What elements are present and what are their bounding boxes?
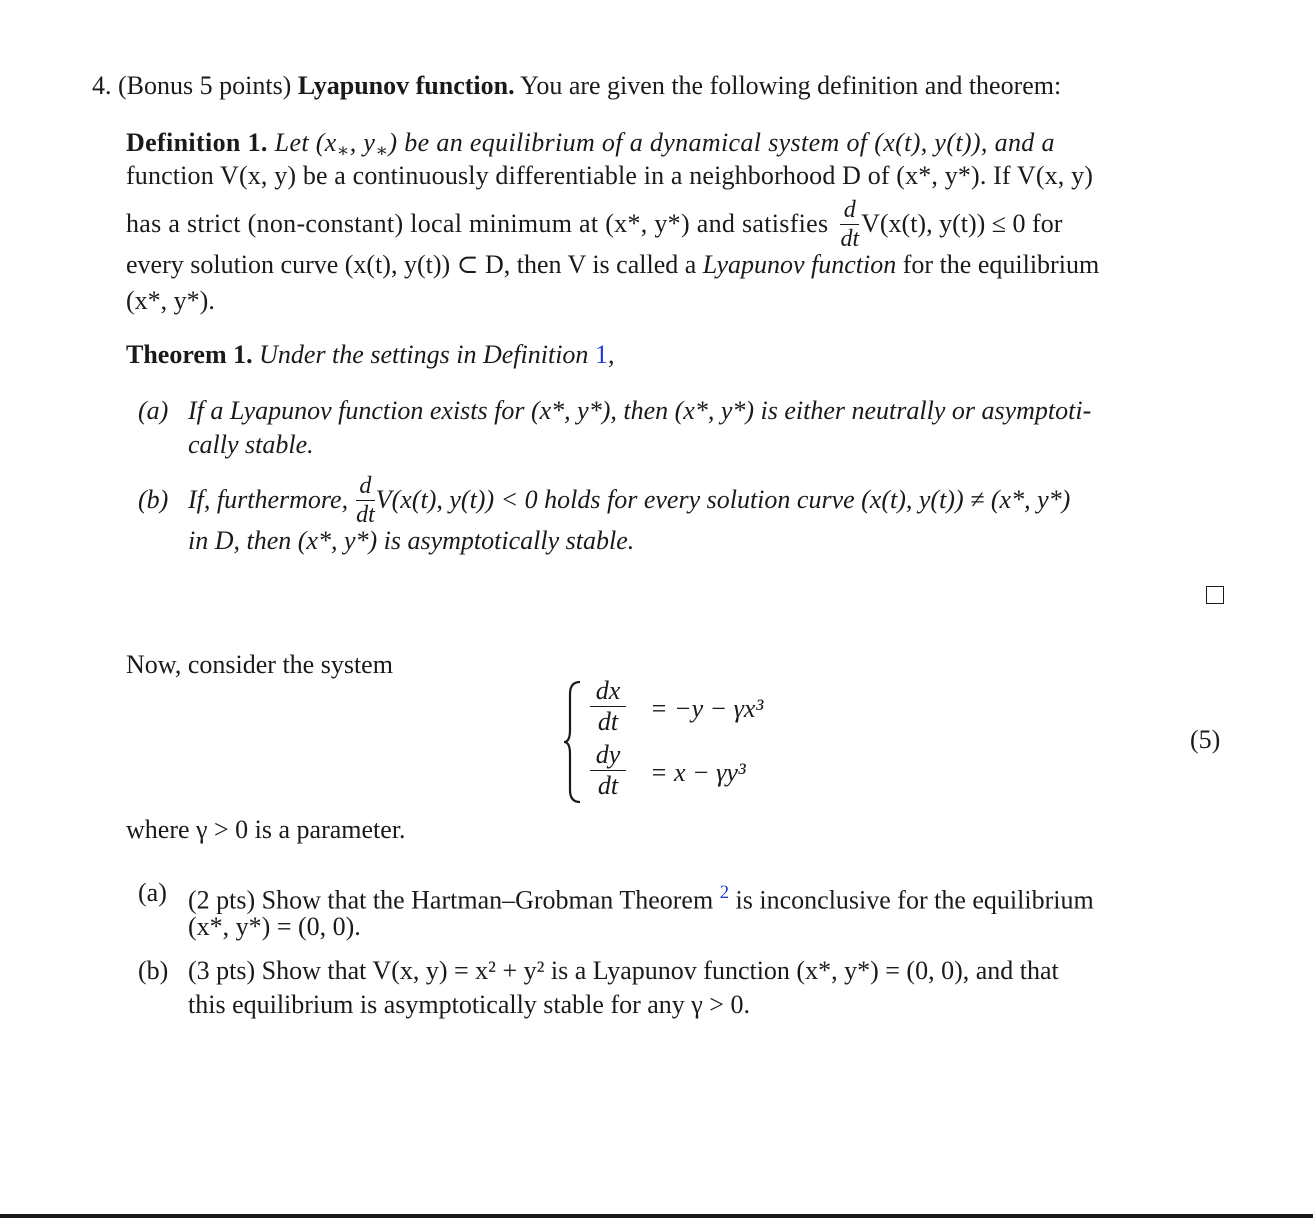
problem-bonus: (Bonus 5 points) xyxy=(118,71,292,100)
lyapunov-term: Lyapunov function xyxy=(702,250,897,279)
system-intro: Now, consider the system xyxy=(126,650,393,679)
equation-row-1: $\frac{dx}{dt}$ = −y − γx³ xyxy=(588,678,628,735)
system-parameter: where γ > 0 is a parameter. xyxy=(126,815,406,844)
part-a-label: (a) xyxy=(138,878,167,907)
definition-line-4: every solution curve (x(t), y(t)) ⊂ D, then V is called a Lyapunov function for the equilibrium xyxy=(126,250,1100,279)
part-a-line1: (2 pts) Show that the Hartman–Grobman Theorem $^2$ is inconclusive for the equilibrium xyxy=(188,882,1094,915)
bottom-rule xyxy=(0,1214,1313,1218)
problem-number: 4. xyxy=(92,71,112,100)
definition-line-3: has a strict (non-constant) local minimum at (x*, y*) and satisfies $\frac{d}{dt}$ V(x(t), y(t)) ≤ 0 for xyxy=(126,196,1063,252)
theorem-b-line1: If, furthermore, $\frac{d}{dt}$ V(x(t), y(t)) < 0 holds for every solution curve (x(t), y(t)) ≠ (x*, y*) xyxy=(188,472,1071,528)
derivative-operator: $\frac{d}{dt}$ xyxy=(840,196,860,252)
qed-square-icon xyxy=(1206,586,1224,604)
equation-row-2: $\frac{dy}{dt}$ = x − γy³ xyxy=(588,742,628,799)
problem-title: Lyapunov function. xyxy=(297,71,515,100)
definition-line-5: (x*, y*). xyxy=(126,286,215,315)
theorem-a-line1: If a Lyapunov function exists for (x*, y*), then (x*, y*) is either neutrally or asymptoti- xyxy=(188,396,1092,425)
part-b-line2: this equilibrium is asymptotically stable for any γ > 0. xyxy=(188,990,750,1019)
definition-line-2: function V(x, y) be a continuously differentiable in a neighborhood D of (x*, y*). If V(x, y) xyxy=(126,161,1094,190)
theorem-heading: Theorem 1. Under the settings in Definition 1, xyxy=(126,340,615,369)
theorem-label: Theorem 1. xyxy=(126,340,253,369)
equation-number: (5) xyxy=(1190,725,1221,754)
problem-header xyxy=(92,69,1061,103)
theorem-b-label: (b) xyxy=(138,485,169,514)
footnote-ref-link[interactable]: 2 xyxy=(719,882,730,903)
theorem-a-label: (a) xyxy=(138,396,169,425)
definition-line-1: Definition 1. Let ($x_∗$, $y_∗$) be an equilibrium of a dynamical system of (x(t), y(t)), and a xyxy=(126,128,1055,162)
theorem-a-line2: cally stable. xyxy=(188,430,314,459)
left-brace-icon xyxy=(562,680,584,804)
definition-label: Definition 1. xyxy=(126,128,268,157)
definition-ref-link[interactable]: 1 xyxy=(594,340,608,369)
part-b-line1: (3 pts) Show that V(x, y) = x² + y² is a Lyapunov function (x*, y*) = (0, 0), and that xyxy=(188,956,1059,985)
problem-intro: You are given the following definition and theorem: xyxy=(520,71,1062,100)
theorem-b-line2: in D, then (x*, y*) is asymptotically stable. xyxy=(188,526,635,555)
part-b-label: (b) xyxy=(138,956,169,985)
part-a-line2: (x*, y*) = (0, 0). xyxy=(188,912,361,941)
